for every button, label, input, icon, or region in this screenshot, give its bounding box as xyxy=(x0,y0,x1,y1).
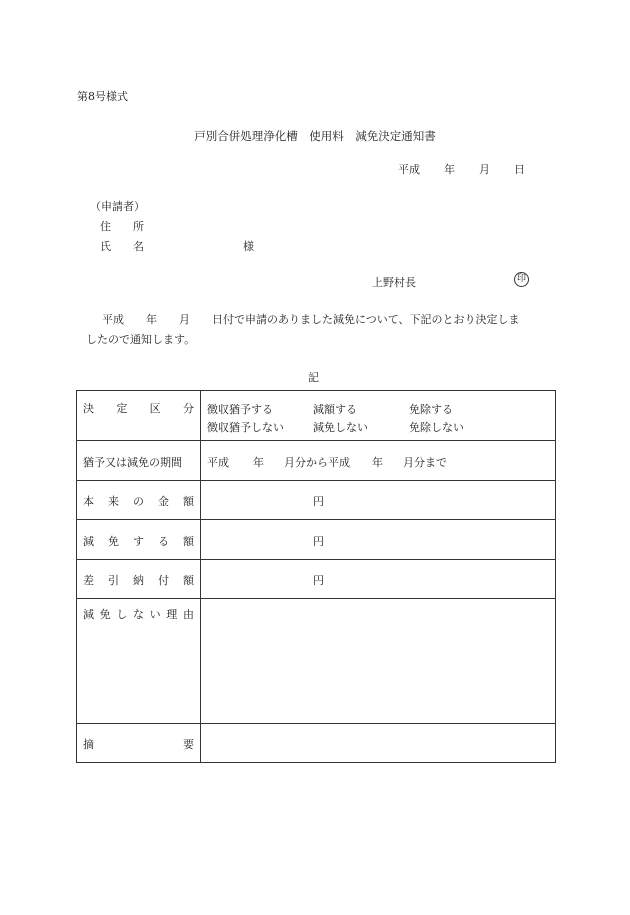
ki-heading: 記 xyxy=(308,371,319,384)
honorific: 様 xyxy=(243,240,254,253)
option-reduce: 減額する xyxy=(313,403,357,416)
label-char: 理 xyxy=(166,608,178,621)
name-label: 氏 名 xyxy=(100,240,144,253)
label-decision xyxy=(77,391,201,441)
title-part-2: 使用料 xyxy=(309,129,344,143)
label-reason xyxy=(77,599,201,724)
option-exempt: 免除する xyxy=(409,403,453,416)
label-text: 猶予又は減免の期間 xyxy=(83,456,182,469)
option-no-exempt: 免除しない xyxy=(409,421,464,434)
yen-unit: 円 xyxy=(313,495,324,508)
reduced-amount-value xyxy=(201,520,556,560)
label-char: 金 xyxy=(158,495,169,508)
net-payment-value xyxy=(201,560,556,599)
address-label: 住 所 xyxy=(100,220,144,233)
label-char: 摘 xyxy=(83,738,94,751)
label-char: 分 xyxy=(182,402,194,415)
option-no-defer: 徴収猶予しない xyxy=(207,421,284,434)
label-char: 納 xyxy=(133,574,144,587)
label-period xyxy=(77,441,201,481)
table-row-decision xyxy=(77,391,556,441)
label-char: る xyxy=(158,535,169,548)
label-char: 額 xyxy=(183,495,194,508)
label-char: 額 xyxy=(183,574,194,587)
period-year: 年 xyxy=(253,456,264,469)
decision-table xyxy=(76,390,556,763)
date-month: 月 xyxy=(479,163,490,176)
original-amount-value xyxy=(201,481,556,520)
yen-unit: 円 xyxy=(313,535,324,548)
period-from: 月分から平成 xyxy=(284,456,350,469)
option-defer-collection: 徴収猶予する xyxy=(207,403,273,416)
table-row-remarks xyxy=(77,724,556,763)
yen-unit: 円 xyxy=(313,574,324,587)
date-year: 年 xyxy=(444,163,455,176)
table-row-reason xyxy=(77,599,556,724)
label-char: 要 xyxy=(183,738,194,751)
document-title xyxy=(0,128,630,144)
label-char: 定 xyxy=(116,402,128,415)
period-value xyxy=(201,441,556,481)
label-char: 免 xyxy=(108,535,119,548)
form-number: 第8号様式 xyxy=(77,90,128,103)
date-era: 平成 xyxy=(398,163,420,176)
label-char: 免 xyxy=(99,608,111,621)
issue-date xyxy=(398,161,525,177)
label-char: 区 xyxy=(149,402,161,415)
label-char: 差 xyxy=(83,574,94,587)
decision-options xyxy=(201,391,556,441)
label-net-payment xyxy=(77,560,201,599)
body-text-line-1: 平成 年 月 日付で申請のありました減免について、下記のとおり決定しま xyxy=(102,313,520,326)
date-day: 日 xyxy=(514,163,525,176)
label-char: し xyxy=(116,608,128,621)
label-char: 本 xyxy=(83,495,94,508)
period-year-2: 年 xyxy=(372,456,383,469)
title-part-1: 戸別合併処理浄化槽 xyxy=(194,129,298,143)
label-char: 額 xyxy=(183,535,194,548)
period-to: 月分まで xyxy=(403,456,447,469)
label-char: す xyxy=(133,535,144,548)
applicant-heading: （申請者） xyxy=(90,200,145,213)
label-original-amount xyxy=(77,481,201,520)
label-char: 由 xyxy=(182,608,194,621)
label-char: の xyxy=(133,495,144,508)
reason-value xyxy=(201,599,556,724)
seal-mark: 印 xyxy=(514,272,529,287)
label-char: 来 xyxy=(108,495,119,508)
label-remarks xyxy=(77,724,201,763)
title-part-3: 減免決定通知書 xyxy=(355,129,436,143)
label-reduced-amount xyxy=(77,520,201,560)
label-char: 減 xyxy=(83,535,94,548)
table-row-original-amount xyxy=(77,481,556,520)
body-text-line-2: したので通知します。 xyxy=(86,333,196,346)
label-char: 付 xyxy=(158,574,169,587)
label-char: い xyxy=(149,608,161,621)
label-char: 決 xyxy=(83,402,94,415)
label-char: 引 xyxy=(108,574,119,587)
issuer-name: 上野村長 xyxy=(372,276,416,289)
option-no-reduction: 減免しない xyxy=(313,421,368,434)
label-char: 減 xyxy=(83,608,94,621)
table-row-reduced-amount xyxy=(77,520,556,560)
period-era: 平成 xyxy=(207,456,229,469)
table-row-net-payment xyxy=(77,560,556,599)
table-row-period xyxy=(77,441,556,481)
label-char: な xyxy=(132,608,144,621)
remarks-value xyxy=(201,724,556,763)
